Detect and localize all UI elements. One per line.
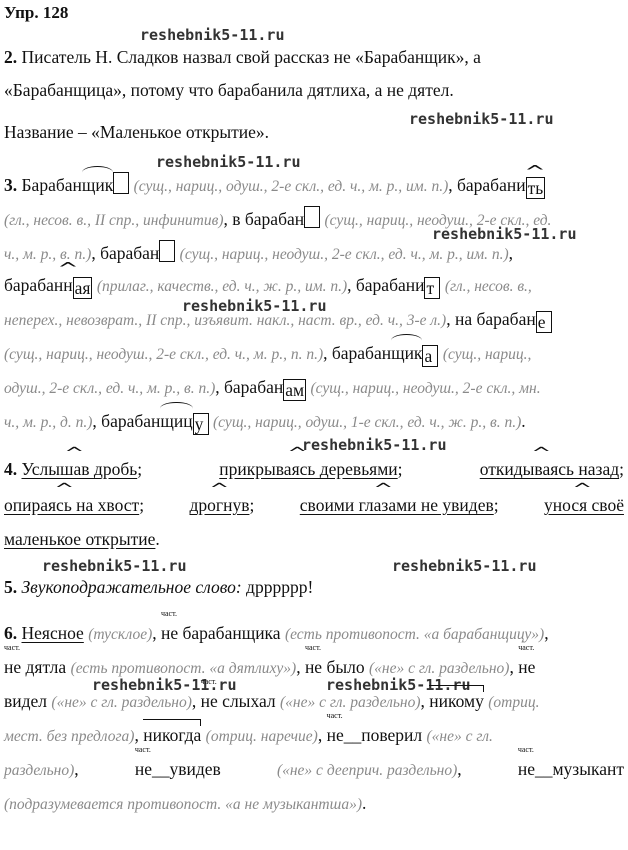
- word: част. не__увидев: [135, 758, 221, 782]
- ending-box: е: [536, 311, 552, 333]
- s2-line1: [4, 46, 624, 68]
- ending-box: у: [193, 413, 209, 435]
- gram-note: (сущ., нариц.,: [442, 346, 532, 363]
- watermark: reshebnik5-11.ru: [326, 676, 471, 694]
- watermark: reshebnik5-11.ru: [140, 26, 285, 44]
- participle-phrase: ^ Услышав дробь: [22, 458, 138, 480]
- gram-note: (сущ., нариц., неодуш., 2-е скл., мн.: [310, 380, 541, 397]
- s3-line1: 3. Барабанщик (сущ., нариц., одуш., 2-е скл., ед. ч., м. р., им. п.), барабани^ ть: [4, 172, 624, 199]
- s6-line5: раздельно), част. не__увидев («не» с дееприч. раздельно), част. не__музыкант: [4, 758, 624, 782]
- watermark: reshebnik5-11.ru: [42, 557, 187, 575]
- section-number: 5.: [4, 577, 18, 597]
- gram-note: ч., м. р., в. п.): [4, 246, 92, 263]
- s3-line5: неперех., невозврат., II спр., изъявит. накл., наст. вр., ед. ч., 3-е л.), на барабан е: [4, 308, 624, 333]
- watermark: reshebnik5-11.ru: [156, 153, 301, 171]
- gram-note: (сущ., нариц., неодуш., 2-е скл., ед. ч., м. р., им. п.): [179, 246, 509, 263]
- s3-line4: барабан^ н ая (прилаг., качеств., ед. ч., ж. р., им. п.), барабани т (гл., несов. в.,: [4, 274, 624, 299]
- word-part: Барабан: [21, 175, 82, 195]
- s6-line3: видел («не» с гл. раздельно), част. не слыхал («не» с гл. раздельно), никому (отриц.: [4, 690, 624, 714]
- participle-phrase: ^ своими глазами не увидев: [300, 494, 494, 516]
- s6-line2: част. не дятла (есть противопост. «а дятлиху»), част. не было («не» с гл. раздельно), част. не: [4, 656, 624, 680]
- participle-phrase: ^ прикрываясь деревьями: [219, 458, 397, 480]
- suffix-mark: ^ н: [63, 274, 72, 296]
- word: част. не было: [305, 656, 365, 678]
- participle-phrase: ^ откидываясь назад: [480, 458, 619, 480]
- watermark: reshebnik5-11.ru: [392, 557, 537, 575]
- s6-line6: (подразумевается противопост. «а не музыкантша»).: [4, 793, 367, 813]
- gram-note: (сущ., нариц., неодуш., 2-е скл., ед.: [324, 212, 552, 229]
- s4-line1: 4. ^ Услышав дробь; ^ прикрываясь деревьями; ^ откидываясь назад;: [4, 458, 624, 480]
- word-part: барабан: [331, 343, 392, 363]
- word: част. не__поверил: [327, 724, 423, 746]
- word: никому: [429, 691, 484, 711]
- gram-note: («не» с гл. раздельно): [51, 694, 192, 711]
- gram-note: (подразумевается противопост. «а не музыкантша»): [4, 796, 362, 813]
- gram-note: (отриц.: [488, 694, 540, 711]
- ending-box: ^ ть: [526, 177, 546, 199]
- gram-note: (гл., несов. в., II спр., инфинитив): [4, 212, 224, 229]
- suffix-mark: щик: [391, 343, 423, 363]
- gram-note: (отриц. наречие): [205, 728, 318, 745]
- s5-label: Звукоподражательное слово:: [21, 577, 242, 597]
- s3-line3: ч., м. р., в. п.), барабан (сущ., нариц., неодуш., 2-е скл., ед. ч., м. р., им. п.),: [4, 240, 624, 266]
- word: част. не дятла: [4, 656, 66, 678]
- ending-box: т: [424, 277, 440, 299]
- section-number: 6.: [4, 623, 18, 643]
- word-part: барабани: [355, 275, 425, 295]
- ending-box: [304, 206, 320, 228]
- s6-line4: мест. без предлога), никогда (отриц. наречие), част. не__поверил («не» с гл.: [4, 724, 624, 748]
- word: никогда: [143, 725, 202, 745]
- s4-line2: ^ опираясь на хвост; ^ дрогнув; ^ своими глазами не увидев; ^ унося своё: [4, 494, 624, 516]
- word: част. не: [518, 656, 535, 678]
- ending-box: а: [422, 345, 438, 367]
- s4-line3: маленькое открытие.: [4, 529, 160, 549]
- suffix-mark: щик: [81, 175, 114, 195]
- s2-text: Писатель Н. Сладков назвал свой рассказ не «Барабанщик», а: [21, 47, 481, 67]
- s3-line2: (гл., несов. в., II спр., инфинитив), в барабан (сущ., нариц., неодуш., 2-е скл., ед.: [4, 206, 624, 232]
- word: част. не барабанщика: [161, 622, 281, 644]
- word: Неясное: [21, 623, 84, 643]
- suffix-mark: щиц: [160, 411, 193, 431]
- gram-note: раздельно): [4, 762, 75, 779]
- section-number: 3.: [4, 175, 18, 195]
- gram-note: ч., м. р., д. п.): [4, 414, 93, 431]
- participle-phrase: ^ унося своё: [544, 494, 624, 516]
- gram-note: («не» с дееприч. раздельно): [276, 762, 458, 779]
- s2-line2: «Барабанщица», потому что барабанила дятлиха, а не дятел.: [4, 80, 454, 100]
- ending-box: ам: [285, 380, 305, 400]
- s2-line3: Название – «Маленькое открытие».: [4, 122, 269, 142]
- word: барабан: [100, 243, 160, 263]
- gram-note: (сущ., нариц., одуш., 2-е скл., ед. ч., м. р., им. п.): [133, 178, 449, 195]
- gram-note: («не» с гл. раздельно): [368, 660, 510, 677]
- participle-phrase: ^ опираясь на хвост: [4, 494, 139, 516]
- word-part: барабан: [101, 411, 161, 431]
- gram-note: (есть противопост. «а барабанщицу»): [284, 626, 545, 643]
- gram-note: мест. без предлога): [4, 728, 135, 745]
- gram-note: (гл., несов. в.,: [444, 278, 532, 295]
- s6-line1: 6. Неясное (тусклое), част. не барабанщика (есть противопост. «а барабанщицу»),: [4, 622, 624, 646]
- watermark: reshebnik5-11.ru: [409, 110, 554, 128]
- gram-note: (прилаг., качеств., ед. ч., ж. р., им. п.): [96, 278, 348, 295]
- word: част. не слыхал: [201, 690, 276, 712]
- gram-note: (сущ., нариц., неодуш., 2-е скл., ед. ч., м. р., п. п.): [4, 346, 324, 363]
- participle-phrase: маленькое открытие: [4, 529, 156, 549]
- s5-line: [4, 576, 624, 598]
- section-number: 2.: [4, 47, 18, 67]
- gram-note: (тусклое): [88, 626, 153, 643]
- watermark: reshebnik5-11.ru: [302, 436, 447, 454]
- gram-note: одуш., 2-е скл., ед. ч., м. р., в. п.): [4, 380, 216, 397]
- word-part: барабани: [456, 175, 526, 195]
- s3-line7: одуш., 2-е скл., ед. ч., м. р., в. п.), барабан ам (сущ., нариц., неодуш., 2-е скл., мн.: [4, 377, 541, 400]
- s3-line6: (сущ., нариц., неодуш., 2-е скл., ед. ч., м. р., п. п.), барабанщик а (сущ., нариц.,: [4, 343, 532, 366]
- word: видел: [4, 691, 48, 711]
- ending-box: [159, 240, 175, 262]
- word: част. не__музыкант: [518, 758, 624, 782]
- gram-note: («не» с гл.: [426, 728, 493, 745]
- gram-note: неперех., невозврат., II спр., изъявит. накл., наст. вр., ед. ч., 3-е л.): [4, 312, 447, 329]
- watermark: reshebnik5-11.ru: [92, 676, 237, 694]
- gram-note: («не» с гл. раздельно): [280, 694, 421, 711]
- gram-note: (сущ., нариц., одуш., 1-е скл., ед. ч., ж. р., в. п.): [213, 414, 522, 431]
- ending-box: [113, 172, 129, 194]
- word-part: на барабан: [454, 309, 536, 329]
- ending-box: ая: [74, 278, 91, 298]
- section-number: 4.: [4, 459, 18, 479]
- gram-note: (есть противопост. «а дятлиху»): [70, 660, 297, 677]
- word-part: барабан: [224, 377, 284, 397]
- watermark: reshebnik5-11.ru: [182, 297, 327, 315]
- s3-line8: ч., м. р., д. п.), барабанщиц у (сущ., нариц., одуш., 1-е скл., ед. ч., ж. р., в. п.).: [4, 411, 526, 434]
- word-part: барабан: [4, 275, 64, 295]
- watermark: reshebnik5-11.ru: [432, 225, 577, 243]
- word: в барабан: [232, 209, 305, 229]
- participle-phrase: ^ дрогнув: [190, 494, 250, 516]
- exercise-title: Упр. 128: [4, 3, 69, 22]
- onomatopoeia-word: дрррррр!: [246, 577, 314, 597]
